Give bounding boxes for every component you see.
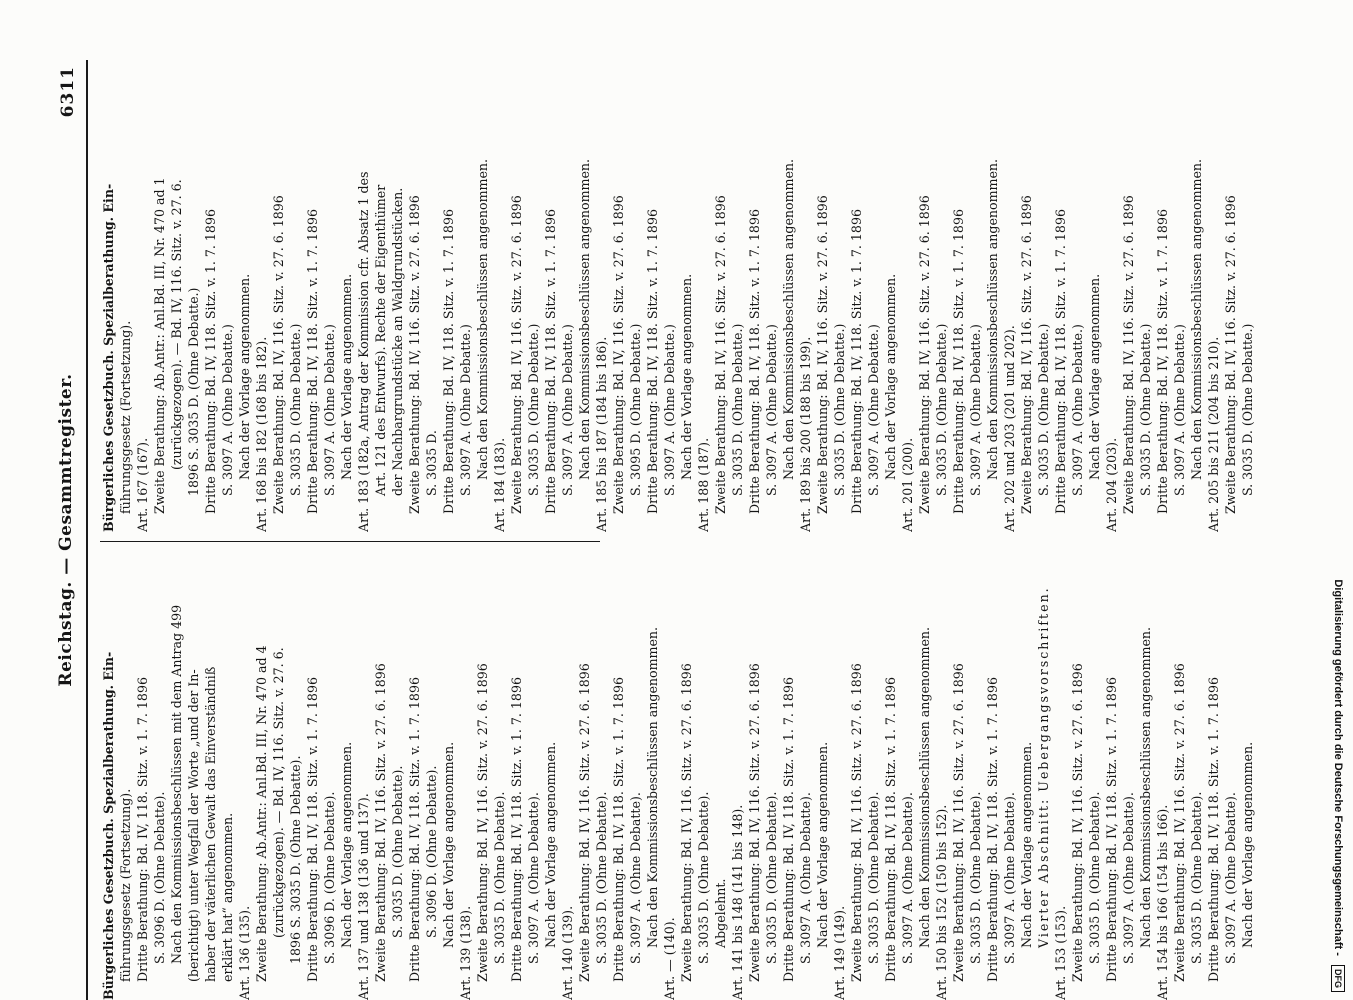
entry-line: Zweite Berathung: Bd. IV, 116. Sitz. v. 27. 6. 1896 xyxy=(951,663,966,982)
section-heading: Bürgerliches Gesetzbuch. Spezialberathung. Ein- xyxy=(101,183,116,532)
entry-line: Art. 140 (139). xyxy=(560,905,575,1000)
document-sheet xyxy=(56,60,1296,1000)
entry-line: S. 3035 D. (Ohne Debatte.) xyxy=(1240,323,1255,496)
entry-line: S. 3097 A. (Ohne Debatte.) xyxy=(322,324,337,496)
entry-line: Dritte Berathung: Bd. IV, 118. Sitz. v. 1. 7. 1896 xyxy=(509,677,524,982)
entry-line: S. 3035 D. (Ohne Debatte). xyxy=(866,791,881,964)
entry-line: S. 3035 D. (Ohne Debatte.) xyxy=(526,323,541,496)
entry-line: Zweite Berathung: Bd. IV, 116. Sitz. v. 27. 6. 1896 xyxy=(713,195,728,514)
entry-line: Abgelehnt. xyxy=(713,878,728,948)
entry-line: S. 3035 D. (Ohne Debatte.) xyxy=(288,323,303,496)
entry-line: führungsgesetz (Fortsetzung). xyxy=(118,320,133,514)
entry-line: S. 3096 D. (Ohne Debatte). xyxy=(424,765,439,938)
entry-line: Art. 150 bis 152 (150 bis 152). xyxy=(934,804,949,1000)
entry-line: S. 3035 D. (Ohne Debatte.) xyxy=(934,323,949,496)
digitization-note-text xyxy=(1327,8,1349,992)
dfg-logo: DFG xyxy=(1331,965,1345,992)
entry-line: S. 3097 A. (Ohne Debatte). xyxy=(1223,792,1238,964)
entry-line: Art. 201 (200). xyxy=(900,437,915,532)
entry-line: Art. 183 (182a, Antrag der Kommission cfr. Absatz 1 des xyxy=(356,171,371,532)
entry-line: Dritte Berathung: Bd. IV, 118. Sitz. v. 1. 7. 1896 xyxy=(203,209,218,514)
entry-line: Art. 139 (138). xyxy=(458,905,473,1000)
page-header: Reichstag. — Gesammtregister. xyxy=(56,373,76,687)
entry-line: Nach der Vorlage angenommen. xyxy=(1240,741,1255,948)
entry-line: Art. 167 (167). xyxy=(135,437,150,532)
entry-line: Zweite Berathung: Bd. IV, 116. Sitz. v. 27. 6. 1896 xyxy=(577,663,592,982)
header-rule xyxy=(86,60,88,1000)
section-heading: Bürgerliches Gesetzbuch. Spezialberathung. Ein- xyxy=(101,651,116,1000)
entry-line: (zurückgezogen). — Bd. IV, 116. Sitz. v. 27. 6. xyxy=(169,179,184,470)
entry-line: Art. 168 bis 182 (168 bis 182). xyxy=(254,336,269,532)
entry-line: Zweite Berathung: Bd. IV, 116. Sitz. v. 27. 6. 1896 xyxy=(1070,663,1085,982)
entry-line: Dritte Berathung: Bd. IV, 118. Sitz. v. 1. 7. 1896 xyxy=(135,677,150,982)
entry-line: Art. 188 (187). xyxy=(696,437,711,532)
entry-line: Nach den Kommissionsbeschlüssen angenommen. xyxy=(917,626,932,948)
entry-line: S. 3035 D. (Ohne Debatte.) xyxy=(730,323,745,496)
column-divider xyxy=(100,541,600,542)
entry-line: S. 3035 D. (Ohne Debatte.) xyxy=(832,323,847,496)
funding-credit: Digitalisierung gefördert durch die Deutsche Forschungsgemeinschaft - xyxy=(1332,579,1344,956)
entry-line: S. 3035 D. (Ohne Debatte). xyxy=(1087,791,1102,964)
entry-line: S. 3035 D. (Ohne Debatte). xyxy=(764,791,779,964)
entry-line: Dritte Berathung: Bd. IV, 118. Sitz. v. 1. 7. 1896 xyxy=(1155,209,1170,514)
entry-line: Dritte Berathung: Bd. IV, 118. Sitz. v. 1. 7. 1896 xyxy=(543,209,558,514)
entry-line: Zweite Berathung: Bd. IV, 116. Sitz. v. 27. 6. 1896 xyxy=(271,195,286,514)
entry-line: Nach der Vorlage angenommen. xyxy=(815,741,830,948)
entry-line: S. 3035 D. (Ohne Debatte.) xyxy=(1036,323,1051,496)
entry-line: Dritte Berathung: Bd. IV, 118. Sitz. v. 1. 7. 1896 xyxy=(985,677,1000,982)
entry-line: Zweite Berathung: Bd. IV, 116. Sitz. v. 27. 6. 1896 xyxy=(1223,195,1238,514)
entry-line: erklärt hat“ angenommen. xyxy=(220,812,235,982)
entry-line: S. 3097 A. (Ohne Debatte.) xyxy=(560,324,575,496)
entry-line: S. 3097 A. (Ohne Debatte.) xyxy=(220,324,235,496)
entry-line: Nach der Vorlage angenommen. xyxy=(339,273,354,480)
entry-line: Nach der Vorlage angenommen. xyxy=(441,741,456,948)
entry-line: Zweite Berathung: Bd. IV, 116. Sitz. v. 27. 6. 1896 xyxy=(1019,195,1034,514)
entry-line: Dritte Berathung: Bd. IV, 118. Sitz. v. 1. 7. 1896 xyxy=(305,677,320,982)
entry-line: Zweite Berathung: Ab.Antr.: Anl.Bd. III, Nr. 470 ad 1 xyxy=(152,177,167,514)
entry-line: S. 3097 A. (Ohne Debatte.) xyxy=(968,324,983,496)
entry-line: Dritte Berathung: Bd. IV, 118. Sitz. v. 1. 7. 1896 xyxy=(407,677,422,982)
entry-line: Dritte Berathung: Bd. IV, 118. Sitz. v. 1. 7. 1896 xyxy=(747,209,762,514)
entry-line: Nach den Kommissionsbeschlüssen angenommen. xyxy=(1138,626,1153,948)
entry-line: Art. 189 bis 200 (188 bis 199). xyxy=(798,336,813,532)
entry-line: S. 3035 D. (Ohne Debatte). xyxy=(390,765,405,938)
entry-line: Zweite Berathung: Bd. IV, 116. Sitz. v. 27. 6. 1896 xyxy=(917,195,932,514)
entry-line: S. 3097 A. (Ohne Debatte). xyxy=(628,792,643,964)
entry-line: S. 3096 D. (Ohne Debatte). xyxy=(322,791,337,964)
entry-line: 1896 S. 3035 D. (Ohne Debatte). xyxy=(288,755,303,964)
entry-line: Nach der Vorlage angenommen. xyxy=(679,273,694,480)
entry-line: Zweite Berathung: Ab.Antr.: Anl.Bd. III, Nr. 470 ad 4 xyxy=(254,645,269,982)
entry-line: Dritte Berathung: Bd. IV, 118. Sitz. v. 1. 7. 1896 xyxy=(1053,209,1068,514)
entry-line: (berichtigt) unter Wegfall der Worte „und der In- xyxy=(186,669,201,982)
entry-line: S. 3097 A. (Ohne Debatte). xyxy=(1002,792,1017,964)
entry-line: Dritte Berathung: Bd. IV, 118. Sitz. v. 1. 7. 1896 xyxy=(611,677,626,982)
entry-line: Zweite Berathung: Bd. IV, 116. Sitz. v. 27. 6. 1896 xyxy=(1121,195,1136,514)
entry-line: S. 3097 A. (Ohne Debatte). xyxy=(526,792,541,964)
entry-line: S. 3097 A. (Ohne Debatte). xyxy=(1121,792,1136,964)
entry-line: Nach den Kommissionsbeschlüssen angenommen. xyxy=(1189,158,1204,480)
entry-line: Nach der Vorlage angenommen. xyxy=(1087,273,1102,480)
entry-line: S. 3096 D. (Ohne Debatte). xyxy=(152,791,167,964)
entry-line: Art. 204 (203). xyxy=(1104,437,1119,532)
entry-line: Zweite Berathung: Bd. IV, 116. Sitz. v. 27. 6. 1896 xyxy=(815,195,830,514)
entry-line: S. 3035 D. (Ohne Debatte). xyxy=(594,791,609,964)
entry-line: S. 3035 D. (Ohne Debatte). xyxy=(968,791,983,964)
entry-line: Art. 153 (153). xyxy=(1053,905,1068,1000)
entry-line: S. 3035 D. (Ohne Debatte). xyxy=(1189,791,1204,964)
entry-line: Nach der Vorlage angenommen. xyxy=(339,741,354,948)
entry-line: Nach den Kommissionsbeschlüssen angenommen. xyxy=(577,158,592,480)
entry-line: Dritte Berathung: Bd. IV, 118. Sitz. v. 1. 7. 1896 xyxy=(849,209,864,514)
entry-line: Dritte Berathung: Bd. IV, 118. Sitz. v. 1. 7. 1896 xyxy=(305,209,320,514)
entry-line: Art. 185 bis 187 (184 bis 186). xyxy=(594,336,609,532)
entry-line: 1896 S. 3035 D. (Ohne Debatte.) xyxy=(186,287,201,496)
entry-line: Art. 141 bis 148 (141 bis 148). xyxy=(730,804,745,1000)
entry-line: Dritte Berathung: Bd. IV, 118. Sitz. v. 1. 7. 1896 xyxy=(883,677,898,982)
entry-line: S. 3097 A. (Ohne Debatte). xyxy=(798,792,813,964)
entry-line: Nach den Kommissionsbeschlüssen angenommen. xyxy=(985,158,1000,480)
entry-line: Art. — (140). xyxy=(662,917,677,1000)
entry-line: der Nachbargrundstücke an Waldgrundstücken. xyxy=(390,187,405,496)
entry-line: Nach der Vorlage angenommen. xyxy=(1019,741,1034,948)
entry-line: haber der väterlichen Gewalt das Einverständniß xyxy=(203,666,218,982)
entry-line: Art. 202 und 203 (201 und 202). xyxy=(1002,325,1017,532)
entry-line: Art. 121 des Entwurfs). Rechte der Eigenthümer xyxy=(373,184,388,496)
entry-line: S. 3097 A. (Ohne Debatte.) xyxy=(1172,324,1187,496)
entry-line: führungsgesetz (Fortsetzung). xyxy=(118,788,133,982)
entry-line: Nach den Kommissionsbeschlüssen mit dem Antrag 499 xyxy=(169,604,184,964)
entry-line: Nach der Vorlage angenommen. xyxy=(543,741,558,948)
entry-line: S. 3097 A. (Ohne Debatte.) xyxy=(1070,324,1085,496)
entry-line: Zweite Berathung: Bd. IV, 116. Sitz. v. 27. 6. 1896 xyxy=(407,195,422,514)
entry-line: S. 3035 D. xyxy=(424,430,439,496)
entry-line: S. 3095 D. (Ohne Debatte.) xyxy=(628,323,643,496)
entry-line: Dritte Berathung: Bd. IV, 118. Sitz. v. 1. 7. 1896 xyxy=(645,209,660,514)
entry-line: S. 3097 A. (Ohne Debatte.) xyxy=(458,324,473,496)
entry-line: Nach den Kommissionsbeschlüssen angenommen. xyxy=(781,158,796,480)
entry-line: S. 3035 D. (Ohne Debatte). xyxy=(696,791,711,964)
entry-line: Zweite Berathung: Bd. IV, 116. Sitz. v. 27. 6. 1896 xyxy=(1172,663,1187,982)
entry-line: S. 3097 A. (Ohne Debatte.) xyxy=(764,324,779,496)
entry-line: Dritte Berathung: Bd. IV, 118. Sitz. v. 1. 7. 1896 xyxy=(781,677,796,982)
entry-line: Zweite Berathung: Bd. IV, 116. Sitz. v. 27. 6. 1896 xyxy=(679,663,694,982)
entry-line: Nach der Vorlage angenommen. xyxy=(237,273,252,480)
entry-line: Zweite Berathung: Bd. IV, 116. Sitz. v. 27. 6. 1896 xyxy=(509,195,524,514)
entry-line: S. 3035 D. (Ohne Debatte.) xyxy=(1138,323,1153,496)
entry-line: Art. 149 (149). xyxy=(832,905,847,1000)
entry-line: S. 3097 A. (Ohne Debatte). xyxy=(900,792,915,964)
entry-line: Zweite Berathung: Bd. IV, 116. Sitz. v. 27. 6. 1896 xyxy=(373,663,388,982)
right-column xyxy=(100,84,1296,532)
entry-line: Dritte Berathung: Bd. IV, 118. Sitz. v. 1. 7. 1896 xyxy=(1104,677,1119,982)
entry-line: Zweite Berathung: Bd. IV, 116. Sitz. v. 27. 6. 1896 xyxy=(747,663,762,982)
entry-line: Vierter Abschnitt: Uebergangsvorschriften. xyxy=(1036,586,1051,948)
left-column xyxy=(100,552,1296,1000)
entry-line: (zurückgezogen). — Bd. IV, 116. Sitz. v. 27. 6. xyxy=(271,647,286,938)
entry-line: Zweite Berathung: Bd. IV, 116. Sitz. v. 27. 6. 1896 xyxy=(475,663,490,982)
entry-line: Zweite Berathung: Bd. IV, 116. Sitz. v. 27. 6. 1896 xyxy=(849,663,864,982)
entry-line: Dritte Berathung: Bd. IV, 118. Sitz. v. 1. 7. 1896 xyxy=(1206,677,1221,982)
entry-line: Dritte Berathung: Bd. IV, 118. Sitz. v. 1. 7. 1896 xyxy=(441,209,456,514)
entry-line: Nach den Kommissionsbeschlüssen angenommen. xyxy=(645,626,660,948)
page-number: 6311 xyxy=(58,66,78,118)
entry-line: Zweite Berathung: Bd. IV, 116. Sitz. v. 27. 6. 1896 xyxy=(611,195,626,514)
entry-line: Dritte Berathung: Bd. IV, 118. Sitz. v. 1. 7. 1896 xyxy=(951,209,966,514)
entry-line: S. 3035 D. (Ohne Debatte). xyxy=(492,791,507,964)
entry-line: S. 3097 A. (Ohne Debatte.) xyxy=(662,324,677,496)
entry-line: Art. 136 (135). xyxy=(237,905,252,1000)
entry-line: Art. 184 (183). xyxy=(492,437,507,532)
digitization-note xyxy=(1327,8,1349,992)
entry-line: Art. 205 bis 211 (204 bis 210). xyxy=(1206,336,1221,532)
entry-line: Nach der Vorlage angenommen. xyxy=(883,273,898,480)
entry-line: Art. 137 und 138 (136 und 137). xyxy=(356,793,371,1000)
entry-line: S. 3097 A. (Ohne Debatte.) xyxy=(866,324,881,496)
entry-line: Art. 154 bis 166 (154 bis 166). xyxy=(1155,804,1170,1000)
entry-line: Nach den Kommissionsbeschlüssen angenommen. xyxy=(475,158,490,480)
